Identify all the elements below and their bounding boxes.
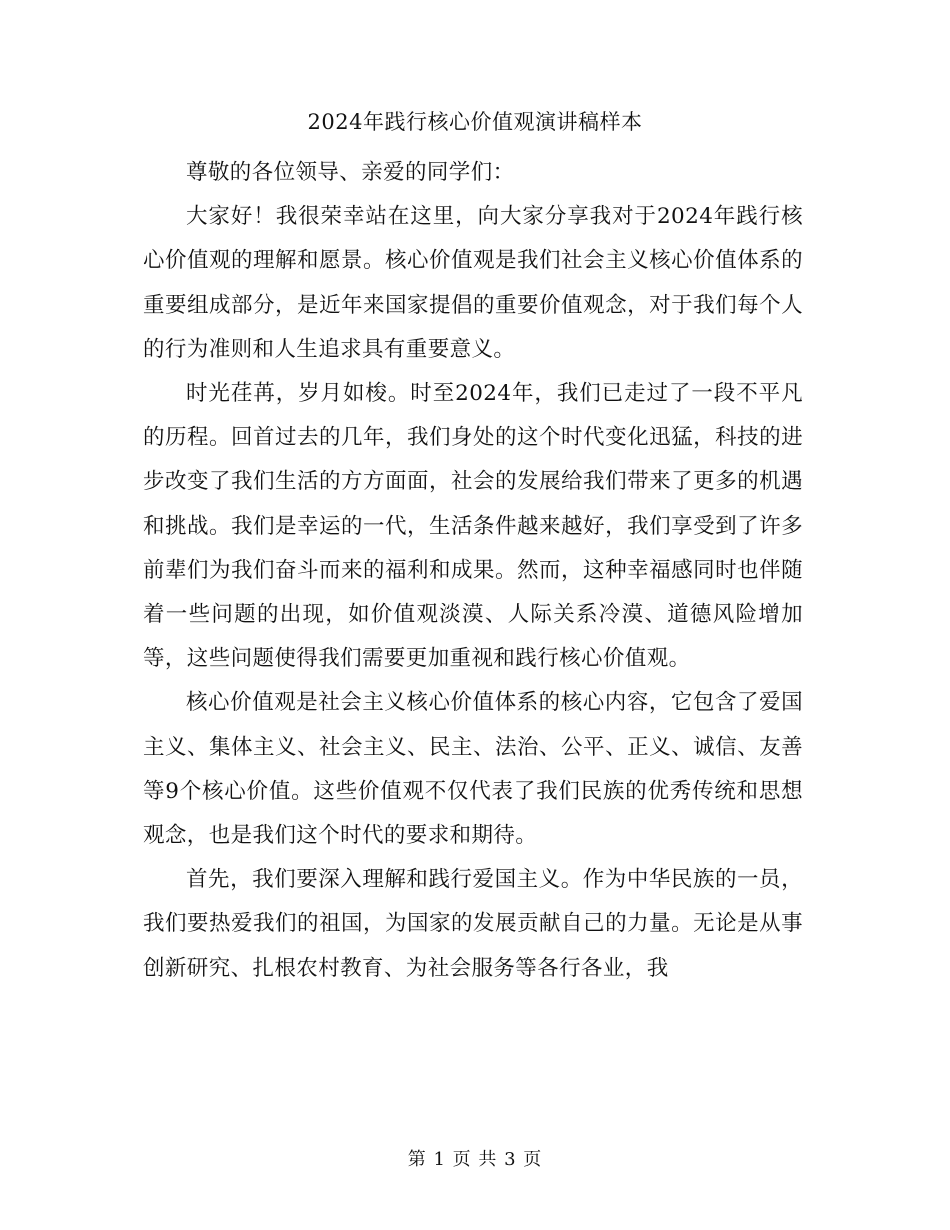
paragraph-patriotism: 首先，我们要深入理解和践行爱国主义。作为中华民族的一员，我们要热爱我们的祖国，为国家的发展贡献自己的力量。无论是从事创新研究、扎根农村教育、为社会服务等各行各业，我: [143, 867, 803, 981]
paragraph-times: 时光荏苒，岁月如梭。时至2024年，我们已走过了一段不平凡的历程。回首过去的几年，我们身处的这个时代变化迅猛，科技的进步改变了我们生活的方方面面，社会的发展给我们带来了更多的机遇和挑战。我们是幸运的一代，生活条件越来越好，我们享受到了许多前辈们为我们奋斗而来的福利和成果。然而，这种幸福感同时也伴随着一些问题的出现，如价值观淡漠、人际关系冷漠、道德风险增加等，这些问题使得我们需要更加重视和践行核心价值观。: [143, 381, 803, 672]
document-title: 2024年践行核心价值观演讲稿样本: [307, 110, 643, 134]
paragraph-core-values: 核心价值观是社会主义核心价值体系的核心内容，它包含了爱国主义、集体主义、社会主义、民主、法治、公平、正义、诚信、友善等9个核心价值。这些价值观不仅代表了我们民族的优秀传统和思想观念，也是我们这个时代的要求和期待。: [143, 690, 803, 849]
page-number-footer: 第 1 页 共 3 页: [407, 1149, 543, 1170]
paragraph-greeting: 大家好！我很荣幸站在这里，向大家分享我对于2024年践行核心价值观的理解和愿景。核心价值观是我们社会主义核心价值体系的重要组成部分，是近年来国家提倡的重要价值观念，对于我们每个人的行为准则和人生追求具有重要意义。: [143, 204, 803, 362]
paragraph-salutation: 尊敬的各位领导、亲爱的同学们：: [186, 160, 515, 185]
document-body: [143, 151, 803, 991]
